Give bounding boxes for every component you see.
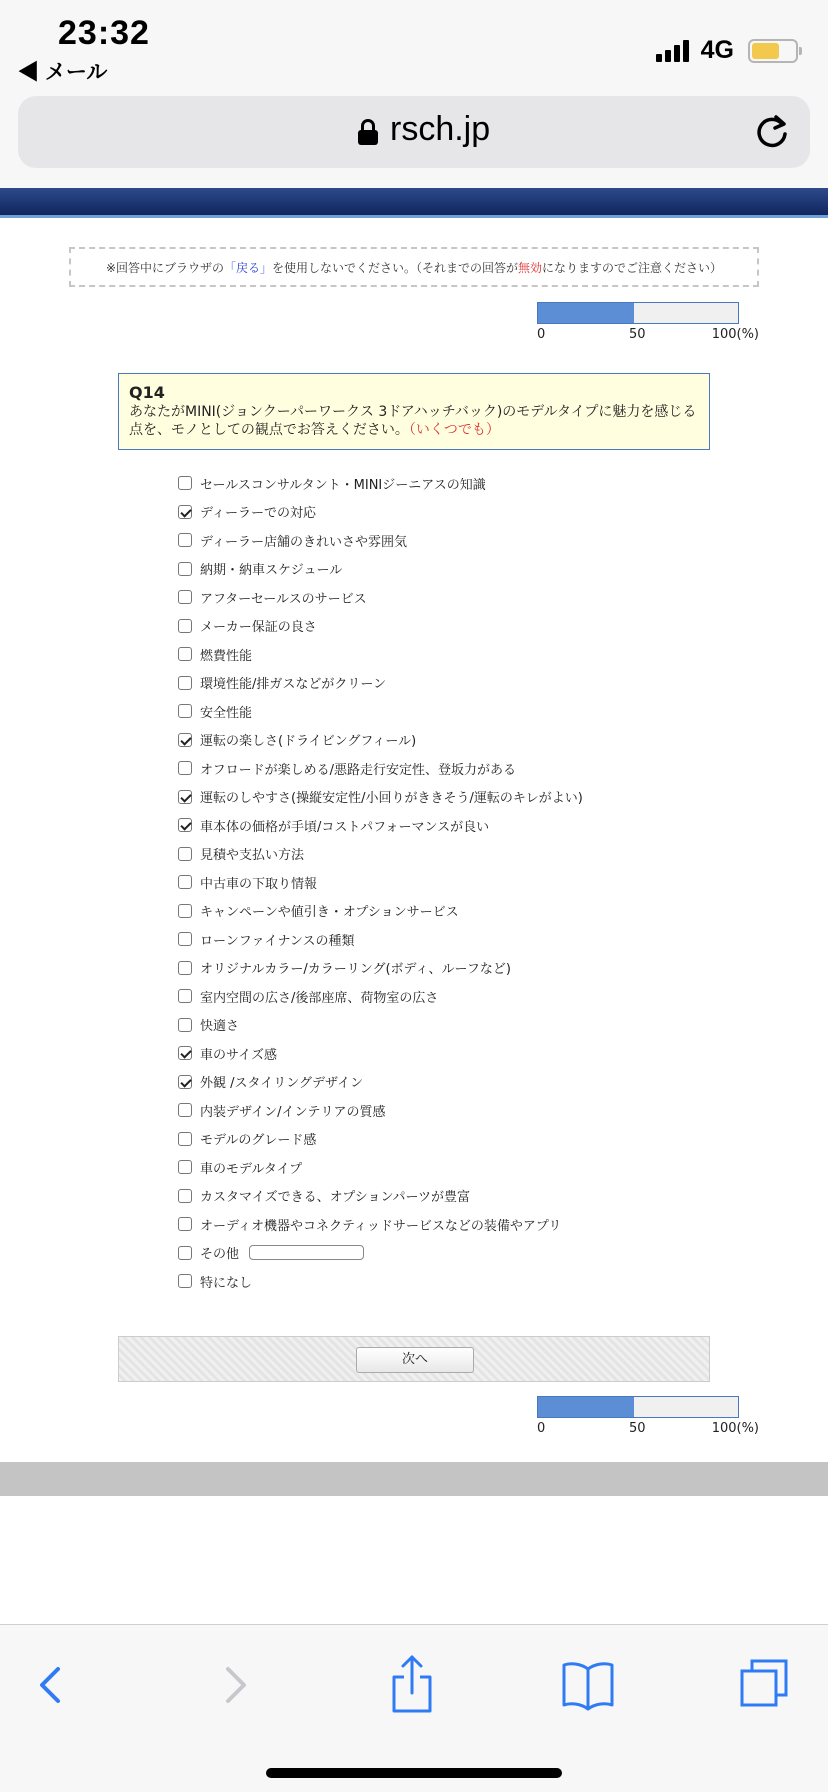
network-type: 4G (700, 36, 734, 64)
answer-options (178, 469, 738, 1296)
checkbox[interactable] (178, 989, 192, 1003)
option-row[interactable] (178, 498, 738, 527)
option-row[interactable] (178, 640, 738, 669)
option-label[interactable]: 外観 /スタイリングデザイン (200, 1076, 364, 1092)
option-row[interactable] (178, 1039, 738, 1068)
option-row[interactable] (178, 868, 738, 897)
progress-fill (538, 303, 634, 323)
back-arrow-icon[interactable] (22, 1655, 82, 1715)
option-label[interactable]: 運転の楽しさ(ドライビングフィール) (200, 734, 417, 750)
notice-back-word: 「戻る」 (224, 260, 273, 275)
option-row[interactable] (178, 526, 738, 555)
option-row[interactable] (178, 555, 738, 584)
url-text[interactable]: rsch.jp (390, 110, 491, 148)
progress-label-50: 50 (629, 1421, 646, 1436)
checkbox[interactable] (178, 875, 192, 889)
checkbox[interactable] (178, 961, 192, 975)
home-indicator (266, 1768, 562, 1778)
checkbox-checked[interactable] (178, 505, 192, 519)
option-row[interactable] (178, 897, 738, 926)
checkbox[interactable] (178, 1018, 192, 1032)
progress-fill (538, 1397, 634, 1417)
status-bar (0, 0, 828, 88)
option-label[interactable]: オフロードが楽しめる/悪路走行安定性、登坂力がある (200, 762, 516, 778)
status-indicators (656, 36, 798, 65)
option-row[interactable] (178, 669, 738, 698)
progress-label-100: 100(%) (711, 327, 759, 342)
option-row[interactable] (178, 1210, 738, 1239)
option-label[interactable]: メーカー保証の良さ (200, 620, 317, 636)
option-label[interactable]: 車のサイズ感 (200, 1047, 277, 1063)
option-label[interactable]: 特になし (200, 1275, 253, 1291)
browser-toolbar (0, 1624, 828, 1792)
option-label[interactable]: オーディオ機器やコネクティッドサービスなどの装備やアプリ (200, 1218, 562, 1234)
checkbox[interactable] (178, 932, 192, 946)
option-row[interactable] (178, 612, 738, 641)
option-label[interactable]: キャンペーンや値引き・オプションサービス (200, 905, 459, 921)
option-label[interactable]: 安全性能 (200, 705, 253, 721)
question-number: Q14 (129, 383, 165, 402)
checkbox[interactable] (178, 1274, 192, 1288)
checkbox-checked[interactable] (178, 733, 192, 747)
forward-arrow-icon[interactable] (204, 1655, 264, 1715)
checkbox[interactable] (178, 676, 192, 690)
option-label[interactable]: オリジナルカラー/カラーリング(ボディ、ルーフなど) (200, 962, 511, 978)
option-label[interactable]: カスタマイズできる、オプションパーツが豊富 (200, 1190, 471, 1206)
checkbox[interactable] (178, 647, 192, 661)
checkbox-checked[interactable] (178, 1046, 192, 1060)
option-label[interactable]: 車のモデルタイプ (200, 1161, 303, 1177)
option-row[interactable] (178, 1239, 738, 1268)
tabs-icon[interactable] (734, 1655, 794, 1715)
progress-track (537, 1396, 739, 1418)
battery-icon (748, 39, 798, 63)
checkbox-checked[interactable] (178, 818, 192, 832)
notice-prefix: ※回答中にブラウザの (105, 260, 224, 275)
warning-notice (69, 247, 759, 287)
checkbox[interactable] (178, 761, 192, 775)
option-row[interactable] (178, 925, 738, 954)
page-footer-band (0, 1462, 828, 1496)
checkbox[interactable] (178, 562, 192, 576)
option-row[interactable] (178, 726, 738, 755)
option-label[interactable]: ディーラー店舗のきれいさや雰囲気 (200, 534, 407, 550)
progress-label-0: 0 (537, 1421, 546, 1436)
option-label[interactable]: 見積や支払い方法 (200, 848, 305, 864)
option-row[interactable] (178, 783, 738, 812)
other-text-input[interactable] (249, 1245, 364, 1260)
option-label[interactable]: ローンファイナンスの種類 (200, 933, 355, 949)
option-label[interactable]: 運転のしやすさ(操縦安定性/小回りがききそう/運転のキレがよい) (200, 791, 583, 807)
option-row[interactable] (178, 1267, 738, 1296)
progress-track (537, 302, 739, 324)
next-button[interactable]: 次へ (356, 1347, 474, 1373)
option-row[interactable] (178, 1182, 738, 1211)
option-label[interactable]: モデルのグレード感 (200, 1133, 317, 1149)
notice-middle: を使用しないでください。（それまでの回答が (272, 260, 519, 275)
option-label[interactable]: 中古車の下取り情報 (200, 876, 318, 892)
question-text (129, 403, 699, 439)
option-label[interactable]: 納期・納車スケジュール (200, 563, 343, 579)
progress-top (537, 302, 759, 345)
checkbox[interactable] (178, 1189, 192, 1203)
option-label[interactable]: 環境性能/排ガスなどがクリーン (200, 677, 387, 693)
option-label[interactable]: ディーラーでの対応 (200, 506, 316, 522)
checkbox[interactable] (178, 1246, 192, 1260)
option-row[interactable] (178, 1096, 738, 1125)
reload-icon[interactable] (752, 112, 792, 152)
option-label[interactable]: 室内空間の広さ/後部座席、荷物室の広さ (200, 990, 439, 1006)
checkbox-checked[interactable] (178, 790, 192, 804)
option-row[interactable] (178, 1011, 738, 1040)
question-note: （いくつでも） (408, 422, 500, 438)
option-label[interactable]: アフターセールスのサービス (200, 591, 367, 607)
option-label[interactable]: 車本体の価格が手頃/コストパフォーマンスが良い (200, 819, 490, 835)
question-box (118, 373, 710, 450)
checkbox[interactable] (178, 1132, 192, 1146)
checkbox[interactable] (178, 1160, 192, 1174)
progress-label-0: 0 (537, 327, 546, 342)
option-label[interactable]: その他 (200, 1247, 240, 1263)
question-body: あなたがMINI(ジョンクーパーワークス 3ドアハッチバック)のモデルタイプに魅力を感じる点を、モノとしての観点でお答えください。 (129, 404, 697, 438)
share-icon[interactable] (382, 1655, 442, 1715)
option-row[interactable] (178, 811, 738, 840)
option-row[interactable] (178, 1125, 738, 1154)
checkbox[interactable] (178, 476, 192, 490)
browser-address-area (0, 88, 828, 188)
option-row[interactable] (178, 982, 738, 1011)
checkbox[interactable] (178, 533, 192, 547)
checkbox[interactable] (178, 590, 192, 604)
checkbox[interactable] (178, 619, 192, 633)
option-label[interactable]: 快適さ (200, 1019, 240, 1035)
lock-icon (358, 119, 378, 145)
option-label[interactable]: セールスコンサルタント・MINIジーニアスの知識 (200, 477, 486, 493)
option-row[interactable] (178, 1153, 738, 1182)
bookmarks-icon[interactable] (558, 1655, 618, 1715)
progress-bottom (537, 1396, 759, 1439)
notice-suffix: になりますのでご注意ください） (542, 260, 723, 275)
option-row[interactable] (178, 954, 738, 983)
page-header-band (0, 188, 828, 218)
notice-invalid-word: 無効 (518, 260, 543, 275)
checkbox[interactable] (178, 704, 192, 718)
option-row[interactable] (178, 583, 738, 612)
option-row[interactable] (178, 1068, 738, 1097)
progress-label-50: 50 (629, 327, 646, 342)
checkbox[interactable] (178, 1103, 192, 1117)
next-button-area (118, 1336, 710, 1382)
checkbox[interactable] (178, 904, 192, 918)
option-row[interactable] (178, 840, 738, 869)
option-label[interactable]: 燃費性能 (200, 648, 253, 664)
checkbox[interactable] (178, 847, 192, 861)
progress-label-100: 100(%) (711, 1421, 759, 1436)
option-row[interactable] (178, 469, 738, 498)
option-row[interactable] (178, 697, 738, 726)
back-to-app-link[interactable]: ◀ メール (18, 61, 108, 84)
option-row[interactable] (178, 754, 738, 783)
address-bar[interactable] (18, 96, 810, 168)
option-label[interactable]: 内装デザイン/インテリアの質感 (200, 1104, 386, 1120)
checkbox-checked[interactable] (178, 1075, 192, 1089)
checkbox[interactable] (178, 1217, 192, 1231)
signal-icon (656, 40, 689, 62)
status-time: 23:32 (58, 14, 150, 52)
